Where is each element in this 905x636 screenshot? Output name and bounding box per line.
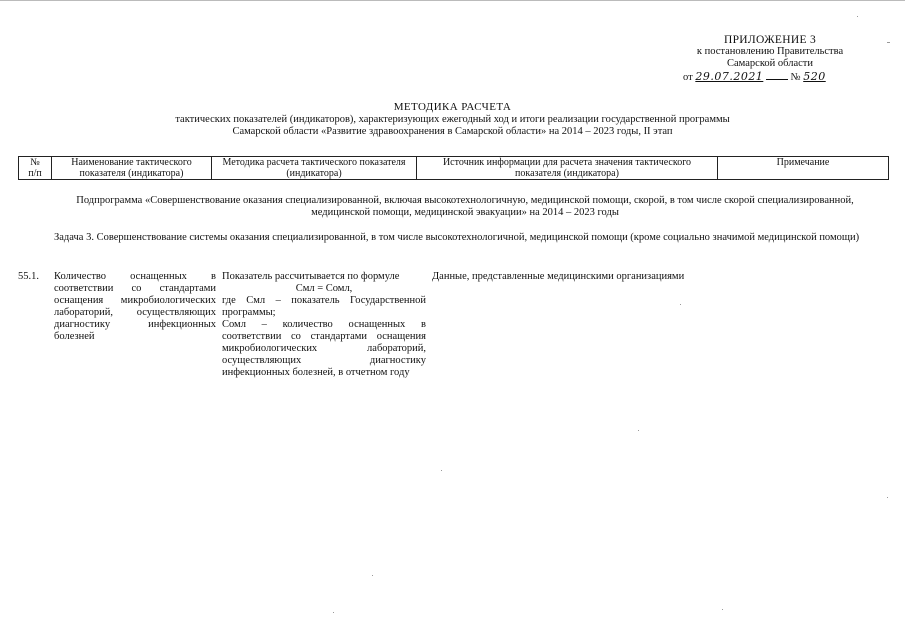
row-method — [222, 271, 426, 379]
header-col-number: № п/п — [19, 157, 52, 180]
appendix-block — [640, 34, 900, 70]
handwritten-date: 29.07.2021 — [695, 70, 764, 83]
scan-speck — [680, 304, 681, 305]
scan-speck — [333, 612, 334, 613]
method-formula: Смл = Сомл, — [295, 283, 353, 294]
row-indicator-name: Количество оснащенных в соответствии со стандартами оснащения микробиологических лабораторий, осуществляющих диагностику инфекционных болезней — [54, 271, 216, 342]
document-subtitle — [0, 114, 905, 138]
scan-speck — [857, 16, 858, 17]
appendix-date-line — [683, 70, 826, 83]
date-prefix: от — [683, 72, 693, 83]
row-number: 55.1. — [18, 271, 39, 282]
header-col-note: Примечание — [718, 157, 889, 180]
method-definition: Сомл – количество оснащенных в соответствии со стандартами оснащения микробиологических лабораторий, осуществляющих диагностику инфекционных болезней, в отчетном году — [222, 319, 426, 378]
header-col-name: Наименование тактического показателя (индикатора) — [52, 157, 212, 180]
scan-speck — [887, 497, 888, 498]
method-intro: Показатель рассчитывается по формуле — [222, 271, 400, 282]
document-subtitle-line-2: Самарской области «Развитие здравоохранения в Самарской области» на 2014 – 2023 годы, II этап — [232, 126, 673, 137]
row-source: Данные, представленные медицинскими организациями — [432, 271, 685, 282]
scan-speck — [722, 609, 723, 610]
subprogram-heading — [40, 195, 890, 219]
subprogram-line-1: Подпрограмма «Совершенствование оказания специализированной, включая высокотехнологичную, медицинской помощи, скорой, в том числе скорой специализированной, — [76, 195, 854, 206]
document-title: МЕТОДИКА РАСЧЕТА — [393, 101, 512, 113]
header-col-source: Источник информации для расчета значения тактического показателя (индикатора) — [417, 157, 718, 180]
scan-speck — [441, 470, 442, 471]
scan-speck — [638, 430, 639, 431]
number-prefix: № — [790, 72, 801, 83]
scan-speck — [372, 575, 373, 576]
scan-top-edge — [0, 0, 905, 1]
table-header — [18, 156, 889, 180]
scan-speck — [887, 42, 890, 43]
header-col-method: Методика расчета тактического показателя (индикатора) — [212, 157, 417, 180]
appendix-line-1: к постановлению Правительства — [696, 46, 844, 57]
document-subtitle-line-1: тактических показателей (индикаторов), характеризующих ежегодный ход и итоги реализации государственной программы — [175, 114, 730, 125]
appendix-line-2: Самарской области — [727, 58, 813, 69]
handwritten-number: 520 — [803, 70, 826, 83]
task-heading: Задача 3. Совершенствование системы оказания специализированной, в том числе высокотехнологичной, медицинской помощи (кроме социально значимой медицинской помощи) — [54, 232, 860, 243]
subprogram-line-2: медицинской помощи, медицинской эвакуации» на 2014 – 2023 годы — [311, 207, 619, 218]
method-where: где Смл – показатель Государственной программы; — [222, 295, 426, 318]
appendix-title: ПРИЛОЖЕНИЕ 3 — [723, 34, 816, 46]
